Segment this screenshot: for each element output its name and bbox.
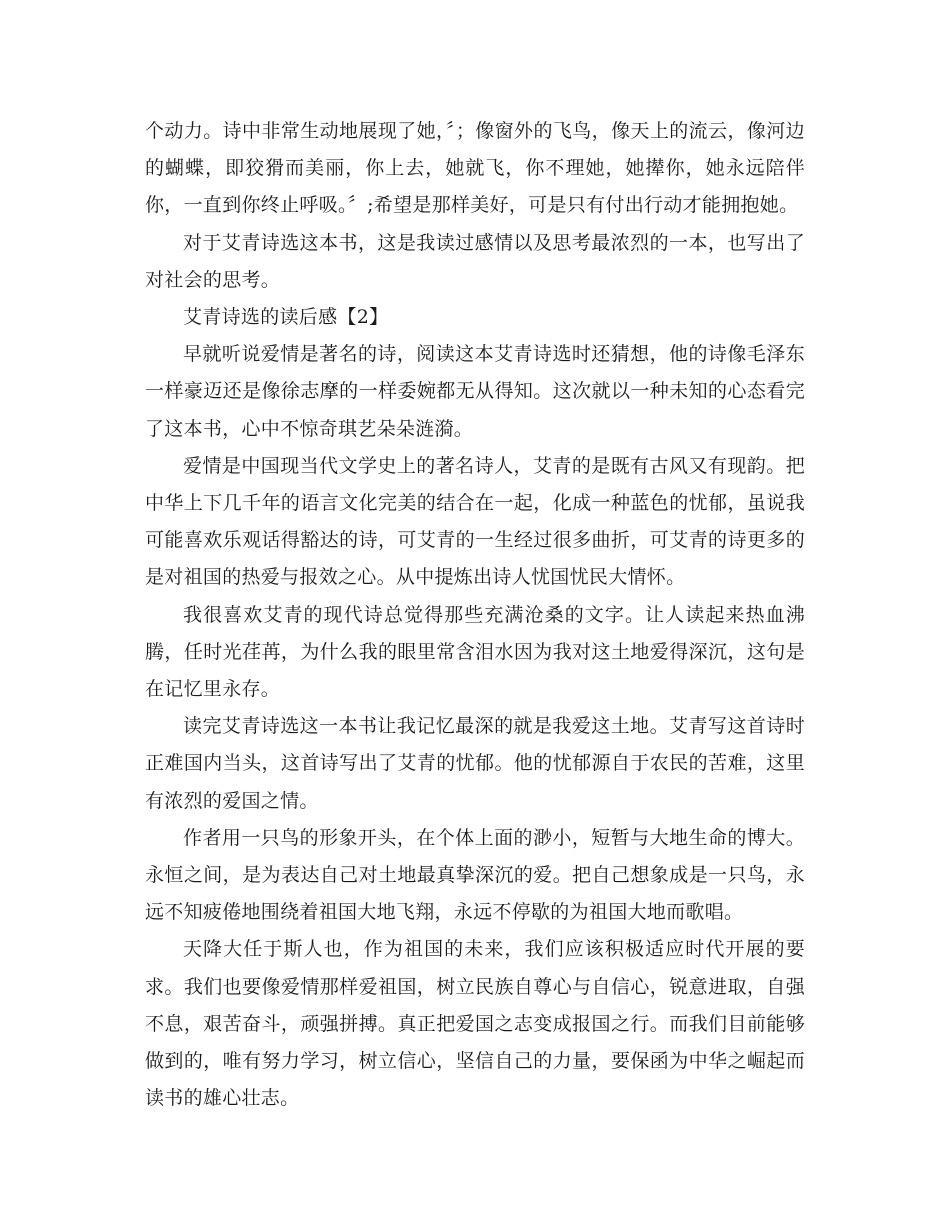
paragraph-continuation: 个动力。诗中非常生动地展现了她，〞；像窗外的飞鸟，像天上的流云，像河边的蝴蝶，即狡猾而美丽，你上去，她就飞，你不理她，她撵你，她永远陪伴你，一直到你终止呼吸。〞;希望是那样美好，可是只有付出行动才能拥抱她。	[145, 120, 805, 217]
paragraph-land-poem: 读完艾青诗选这一本书让我记忆最深的就是我爱这土地。艾青写这首诗时正难国内当头，这首诗写出了艾青的忧郁。他的忧郁源自于农民的苦难，这里有浓烈的爱国之情。	[145, 715, 805, 812]
paragraph-summary: 对于艾青诗选这本书，这是我读过感情以及思考最浓烈的一本，也写出了对社会的思考。	[145, 231, 805, 291]
paragraph-modern-poetry: 我很喜欢艾青的现代诗总觉得那些充满沧桑的文字。让人读起来热血沸腾，任时光荏苒，为什么我的眼里常含泪水因为我对这土地爱得深沉，这句是在记忆里永存。	[145, 603, 805, 701]
document-body	[145, 113, 805, 1117]
section-heading: 艾青诗选的读后感【2】	[183, 306, 389, 329]
paragraph-intro: 早就听说爱情是著名的诗，阅读这本艾青诗选时还猜想，他的诗像毛泽东一样豪迈还是像徐志摩的一样委婉都无从得知。这次就以一种未知的心态看完了这本书，心中不惊奇琪艺朵朵涟漪。	[145, 343, 805, 440]
paragraph-bird-image: 作者用一只鸟的形象开头，在个体上面的渺小，短暂与大地生命的博大。永恒之间，是为表达自己对土地最真挚深沉的爱。把自己想象成是一只鸟，永远不知疲倦地围绕着祖国大地飞翔，永远不停歇的为祖国大地而歌唱。	[145, 826, 805, 924]
paragraph-poet: 爱情是中国现当代文学史上的著名诗人，艾青的是既有古风又有现韵。把中华上下几千年的语言文化完美的结合在一起，化成一种蓝色的忧郁，虽说我可能喜欢乐观话得豁达的诗，可艾青的一生经过很多曲折，可艾青的诗更多的是对祖国的热爱与报效之心。从中提炼出诗人忧国忧民大情怀。	[145, 454, 805, 589]
paragraph-conclusion: 天降大任于斯人也，作为祖国的未来，我们应该积极适应时代开展的要求。我们也要像爱情那样爱祖国，树立民族自尊心与自信心，锐意进取，自强不息，艰苦奋斗，顽强拼搏。真正把爱国之志变成报国之行。而我们目前能够做到的，唯有努力学习，树立信心，坚信自己的力量，要保函为中华之崛起而读书的雄心壮志。	[145, 938, 805, 1110]
